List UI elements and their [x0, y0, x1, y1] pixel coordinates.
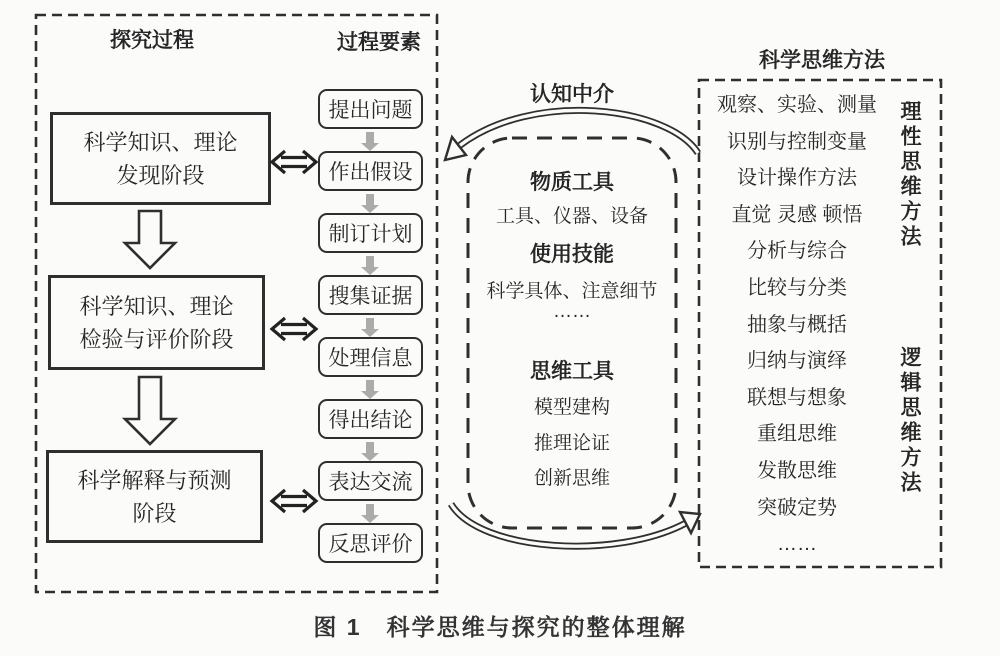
block-down-arrow-icon [125, 377, 175, 444]
double-arrow-icon [272, 318, 316, 340]
left-panel-header-inquiry-process: 探究过程 [110, 29, 194, 52]
center-line-model-building: 模型建构 [533, 397, 610, 418]
curved-arrow-bottom-icon [451, 504, 700, 546]
method-item-compare-classify: 比较与分类 [747, 276, 847, 299]
down-arrow-icon [361, 442, 379, 461]
step-box-make-plan: 制订计划 [318, 213, 423, 253]
right-panel-title-scientific-thinking-methods: 科学思维方法 [759, 49, 885, 72]
right-panel-items-list [703, 87, 891, 563]
center-line-ellipsis: …… [553, 301, 591, 322]
method-item-design-operations: 设计操作方法 [737, 167, 857, 190]
down-arrow-icon [361, 380, 379, 399]
step-box-make-hypothesis: 作出假设 [318, 151, 423, 191]
method-item-abstract-generalize: 抽象与概括 [747, 313, 847, 336]
method-item-recombination-thinking: 重组思维 [757, 423, 837, 446]
method-item-observe-experiment-measure: 观察、实验、测量 [717, 94, 877, 116]
down-arrow-icon [361, 318, 379, 337]
method-item-break-set: 突破定势 [757, 496, 837, 519]
double-arrow-icons [272, 151, 316, 512]
double-arrow-icon [272, 490, 316, 512]
block-down-arrow-icon [125, 211, 175, 268]
stage-box-explanation-prediction [46, 450, 263, 543]
down-arrow-icon [361, 504, 379, 523]
method-item-ellipsis: …… [777, 533, 817, 556]
stage-box-testing-evaluation [48, 275, 265, 370]
center-line-thinking-tools: 思维工具 [530, 360, 614, 383]
down-arrow-icon [361, 132, 379, 151]
method-item-identify-control-variables: 识别与控制变量 [727, 130, 867, 153]
center-line-reasoning: 推理论证 [533, 433, 610, 454]
down-arrow-icon [361, 194, 379, 213]
center-line-innovative-thinking: 创新思维 [533, 468, 610, 489]
center-line-material-tools: 物质工具 [530, 171, 614, 194]
stage-box-testing-line1: 科学知识、理论 [79, 293, 234, 319]
step-box-reflect-evaluate: 反思评价 [318, 523, 423, 563]
vertical-label-rational-thinking-methods: 理性思维方法 [898, 100, 921, 250]
method-item-induction-deduction: 归纳与演绎 [747, 350, 847, 373]
curved-arrow-top-icon [445, 110, 698, 160]
center-line-specific-details: 科学具体、注意细节 [486, 281, 658, 302]
stage-box-discovery-line1: 科学知识、理论 [83, 129, 238, 155]
step-box-process-info: 处理信息 [318, 337, 423, 377]
step-box-collect-evidence: 搜集证据 [318, 275, 423, 315]
stage-box-discovery-line2: 发现阶段 [116, 162, 205, 188]
figure-caption: 图 1 科学思维与探究的整体理解 [313, 614, 687, 640]
stage-box-explanation-line2: 阶段 [132, 500, 177, 526]
center-panel-title-cognitive-mediator: 认知中介 [530, 83, 614, 106]
method-item-divergent-thinking: 发散思维 [757, 459, 837, 482]
method-item-association-imagination: 联想与想象 [747, 386, 847, 409]
step-box-draw-conclusion: 得出结论 [318, 399, 423, 439]
left-panel-header-process-elements: 过程要素 [337, 31, 421, 54]
method-item-analysis-synthesis: 分析与综合 [747, 240, 847, 263]
stage-box-explanation-line1: 科学解释与预测 [77, 467, 232, 493]
step-box-express-exchange: 表达交流 [318, 461, 423, 501]
vertical-label-logical-thinking-methods: 逻辑思维方法 [898, 346, 921, 496]
center-line-tools-instruments: 工具、仪器、设备 [495, 206, 648, 227]
down-arrow-icon [361, 256, 379, 275]
stage-box-discovery [50, 112, 271, 205]
method-item-intuition-inspiration: 直觉 灵感 顿悟 [731, 203, 863, 226]
double-arrow-icon [272, 151, 316, 173]
step-box-pose-question: 提出问题 [318, 89, 423, 129]
stage-box-testing-line2: 检验与评价阶段 [79, 326, 234, 352]
center-line-usage-skills: 使用技能 [530, 243, 614, 266]
